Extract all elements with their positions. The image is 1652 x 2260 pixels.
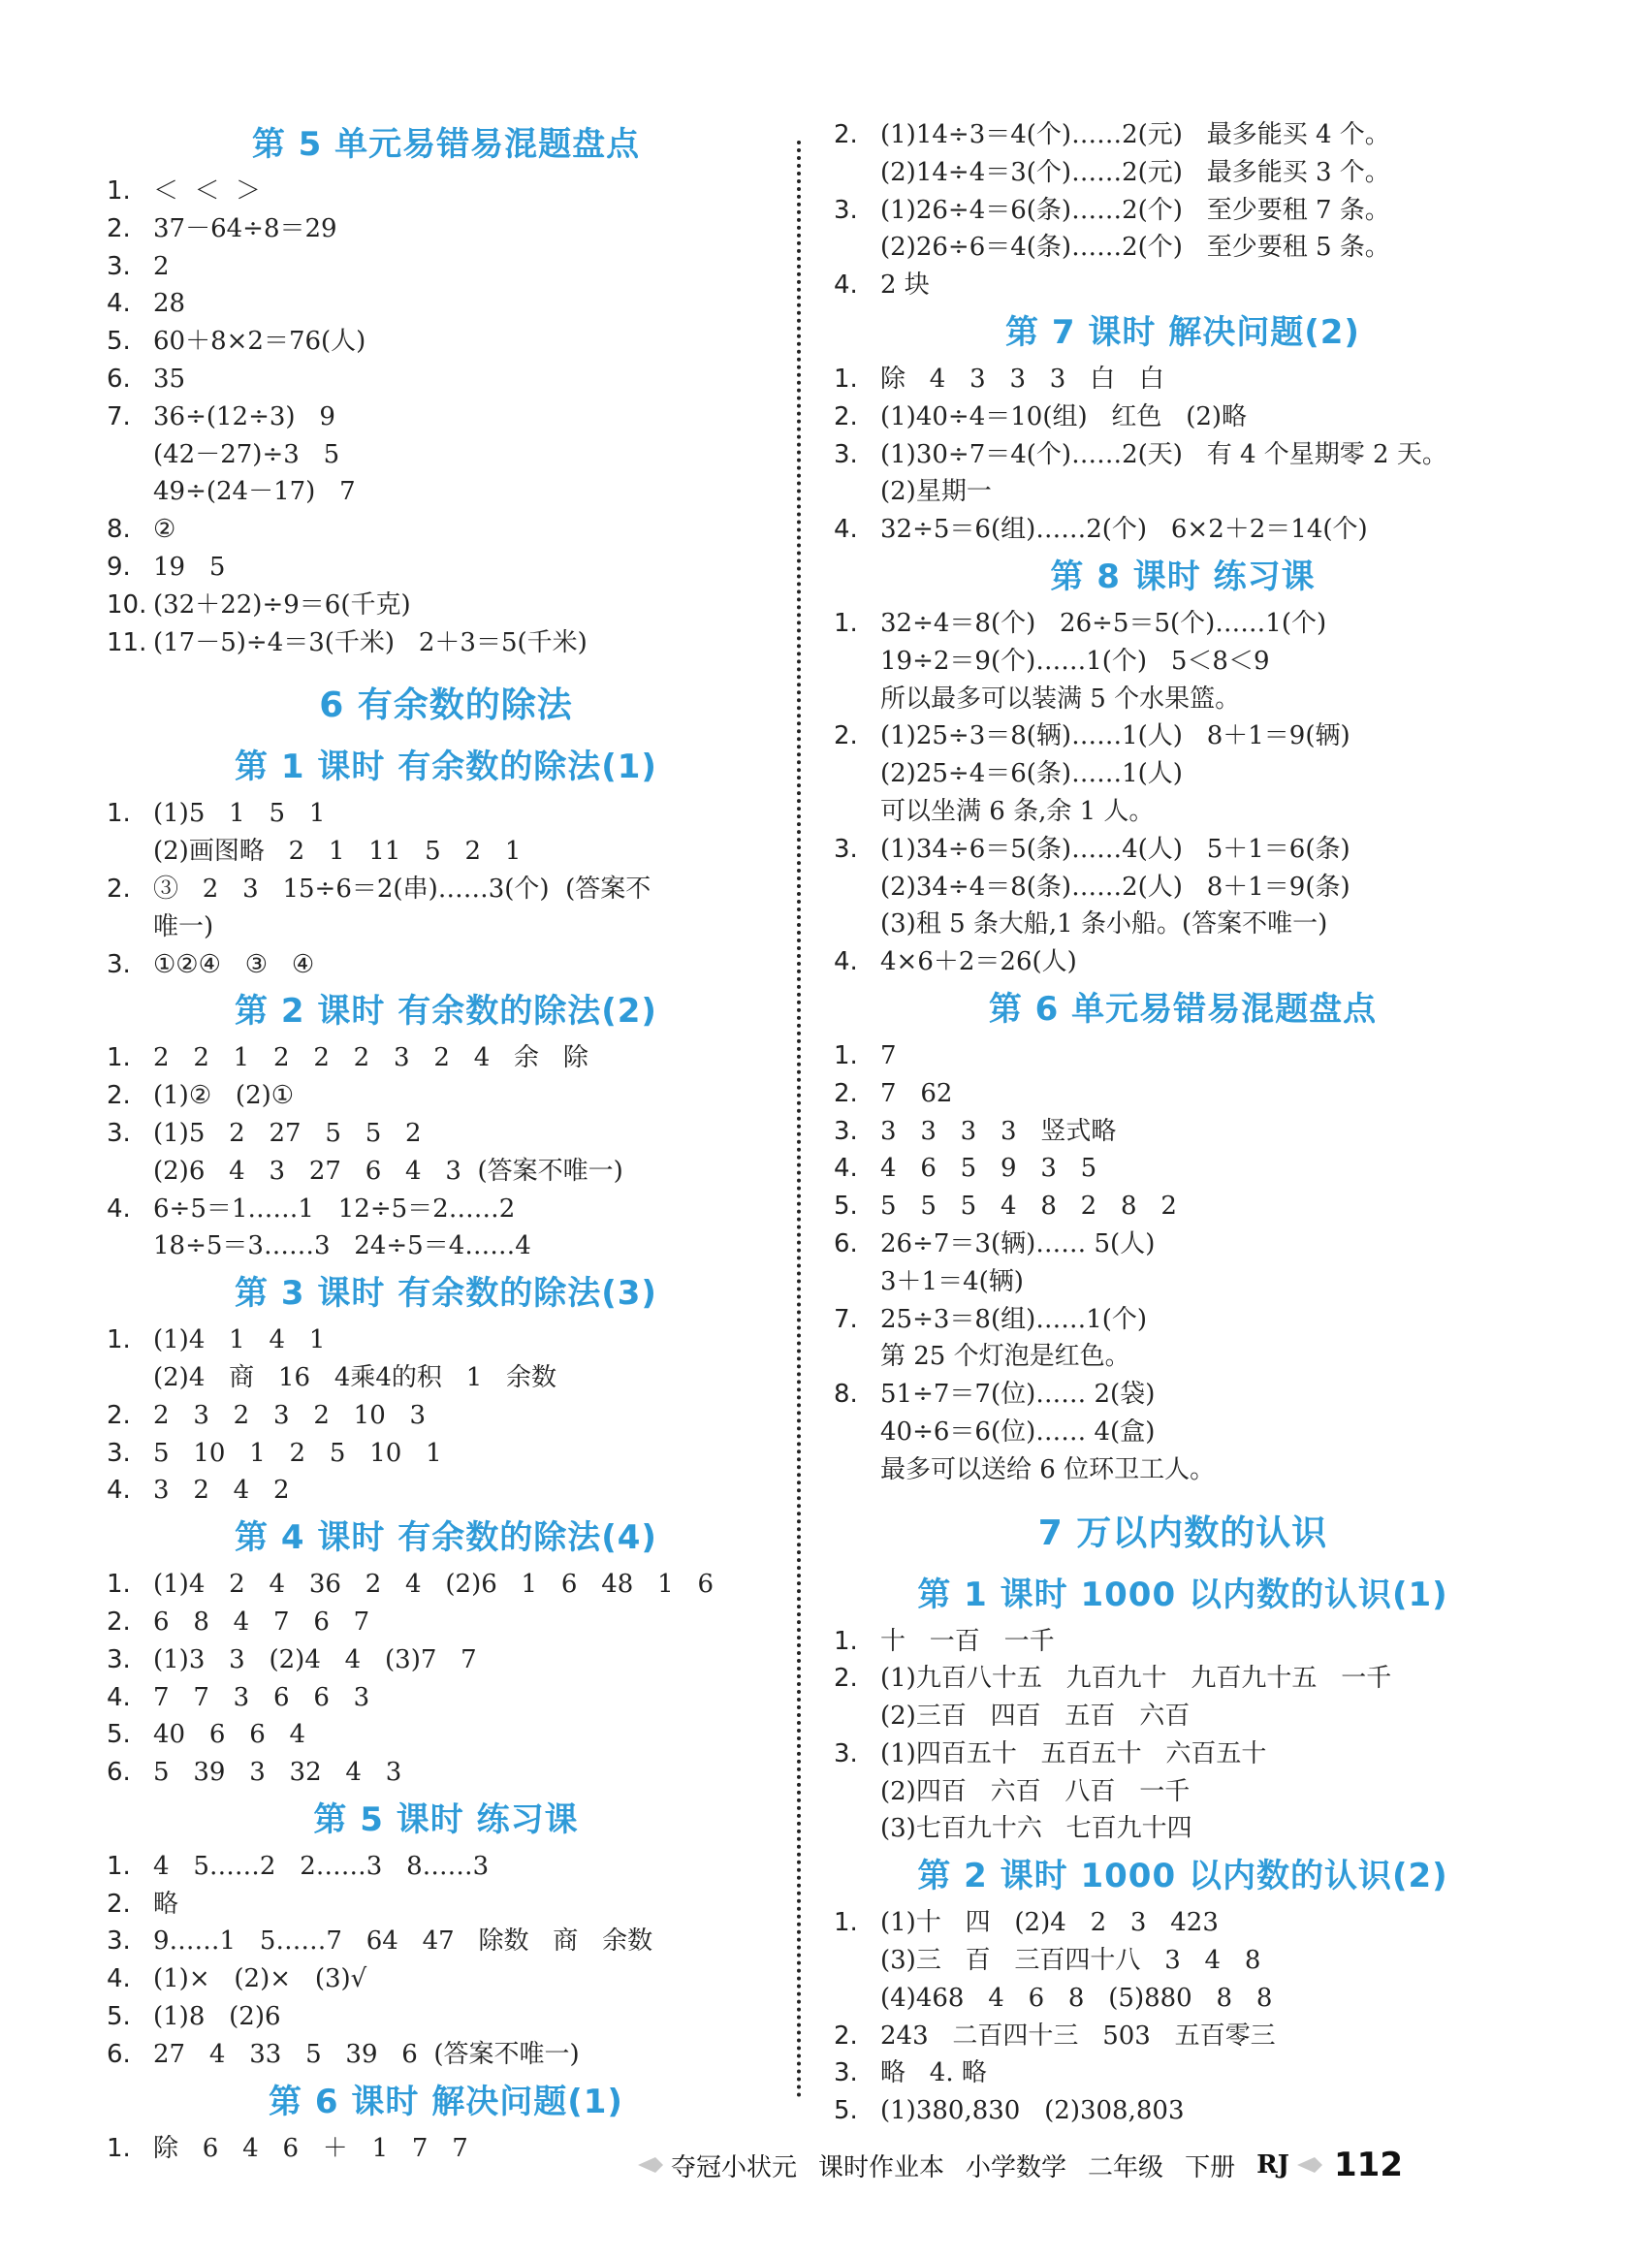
answer-line — [107, 1397, 785, 1435]
answer-text: 5 39 3 32 4 3 — [153, 1758, 402, 1788]
answer-line — [107, 2036, 785, 2074]
question-number: 3. — [834, 834, 858, 864]
chapter-title: 7 万以内数的认识 — [1037, 1512, 1328, 1553]
question-number: 1. — [107, 1043, 131, 1073]
question-number: 2. — [107, 1400, 131, 1430]
answer-line — [834, 1263, 1532, 1301]
question-number: 3. — [107, 1644, 131, 1674]
question-number: 1. — [107, 176, 131, 206]
answer-text: 60＋8×2＝76(人) — [153, 327, 366, 357]
question-number: 5. — [834, 2096, 858, 2126]
answer-text: (2)34÷4＝8(条)……2(人) 8＋1＝9(条) — [880, 872, 1350, 902]
answer-text: 3＋1＝4(辆) — [880, 1266, 1024, 1296]
question-number: 1. — [107, 1325, 131, 1355]
answer-line — [834, 1037, 1532, 1075]
answer-line — [834, 643, 1532, 681]
answer-text: 5 5 5 4 8 2 8 2 — [880, 1192, 1177, 1222]
question-number: 1. — [107, 1851, 131, 1881]
answer-text: (32＋22)÷9＝6(千克) — [153, 589, 411, 620]
answer-line — [834, 361, 1532, 398]
question-number: 3. — [834, 439, 858, 469]
answer-line — [834, 869, 1532, 907]
answer-line — [107, 323, 785, 361]
question-number: 2. — [107, 1607, 131, 1637]
answer-text: 9……1 5……7 64 47 除数 商 余数 — [153, 1926, 653, 1957]
answer-line — [107, 1039, 785, 1077]
section-heading: 第 4 课时 有余数的除法(4) — [235, 1518, 657, 1558]
answer-line — [834, 1075, 1532, 1113]
answer-text: ①②④ ③ ④ — [153, 949, 315, 979]
question-number: 8. — [834, 1380, 858, 1410]
answer-text: 32÷5＝6(组)……2(个) 6×2＋2＝14(个) — [880, 515, 1368, 545]
question-number: 6. — [107, 2039, 131, 2069]
answer-text: 除 6 4 6 ＋ 1 7 7 — [153, 2133, 468, 2163]
answer-text: (1)380,830 (2)308,803 — [880, 2096, 1185, 2126]
question-number: 1. — [834, 1908, 858, 1938]
answer-line — [834, 398, 1532, 436]
answer-line — [107, 1641, 785, 1679]
answer-text: (1)四百五十 五百五十 六百五十 — [880, 1738, 1267, 1768]
question-number: 10. — [107, 589, 147, 620]
page-number: 112 — [1334, 2146, 1403, 2184]
answer-text: (2)4 商 16 4乘4的积 1 余数 — [153, 1362, 557, 1392]
question-number: 4. — [107, 1682, 131, 1712]
left-column — [107, 116, 785, 2167]
question-number: 1. — [107, 2133, 131, 2163]
answer-text: 最多可以送给 6 位环卫工人。 — [880, 1454, 1216, 1484]
answer-text: 所以最多可以装满 5 个水果篮。 — [880, 684, 1241, 714]
question-number: 1. — [107, 1570, 131, 1600]
answer-line — [834, 229, 1532, 267]
question-number: 3. — [834, 1738, 858, 1768]
question-number: 8. — [107, 515, 131, 545]
answer-text: 4×6＋2＝26(人) — [880, 947, 1077, 977]
answer-line — [834, 473, 1532, 511]
answer-text: 2 3 2 3 2 10 3 — [153, 1400, 427, 1430]
answer-text: 6 8 4 7 6 7 — [153, 1607, 370, 1637]
question-number: 5. — [107, 2002, 131, 2032]
answer-text: (1)十 四 (2)4 2 3 423 — [880, 1908, 1219, 1938]
section-heading: 第 7 课时 解决问题(2) — [1005, 312, 1360, 352]
answer-line — [107, 361, 785, 398]
answer-line — [834, 1904, 1532, 1942]
answer-text: (1)5 1 5 1 — [153, 799, 326, 829]
answer-text: 19 5 — [153, 552, 226, 582]
answer-line — [834, 192, 1532, 230]
answer-text: 28 — [153, 289, 186, 319]
answer-line — [107, 1848, 785, 1886]
answer-text: (1)14÷3＝4(个)……2(元) 最多能买 4 个。 — [880, 120, 1390, 149]
answer-text: 略 — [153, 1889, 179, 1919]
footer-volume: 下册 — [1185, 2152, 1236, 2182]
answer-text: 4 5……2 2……3 8……3 — [153, 1851, 490, 1881]
question-number: 1. — [834, 1626, 858, 1656]
answer-line — [107, 248, 785, 286]
answer-text: (1)× (2)× (3)√ — [153, 1964, 367, 1994]
answer-line — [834, 1376, 1532, 1414]
answer-text: (1)30÷7＝4(个)……2(天) 有 4 个星期零 2 天。 — [880, 439, 1447, 469]
answer-text: (17－5)÷4＝3(千米) 2＋3＝5(千米) — [153, 627, 588, 657]
answer-line — [107, 1998, 785, 2036]
question-number: 3. — [834, 1116, 858, 1146]
section-heading: 第 2 课时 有余数的除法(2) — [235, 992, 657, 1032]
answer-text: 35 — [153, 364, 186, 394]
answer-text: 3 3 3 3 竖式略 — [880, 1116, 1117, 1146]
answer-text: 7 62 — [880, 1078, 953, 1108]
answer-text: (2)三百 四百 五百 六百 — [880, 1702, 1191, 1732]
answer-line — [107, 1886, 785, 1924]
answer-text: (2)26÷6＝4(条)……2(个) 至少要租 5 条。 — [880, 233, 1390, 263]
answer-text: 2 2 1 2 2 2 3 2 4 余 除 — [153, 1043, 588, 1073]
answer-line — [834, 436, 1532, 474]
answer-text: (3)七百九十六 七百九十四 — [880, 1814, 1192, 1844]
question-number: 2. — [107, 874, 131, 904]
answer-line — [107, 1679, 785, 1717]
answer-text: ＜ ＜ ＞ — [153, 176, 262, 206]
answer-text: (1)② (2)① — [153, 1081, 295, 1111]
answer-text: (1)九百八十五 九百九十 九百九十五 一千 — [880, 1664, 1392, 1694]
answer-text: (1)34÷6＝5(条)……4(人) 5＋1＝6(条) — [880, 834, 1350, 864]
answer-text: (1)8 (2)6 — [153, 2002, 281, 2032]
answer-text: 18÷5＝3……3 24÷5＝4……4 — [153, 1231, 531, 1261]
answer-text: ③ 2 3 15÷6＝2(串)……3(个) (答案不 — [153, 874, 651, 904]
answer-line — [107, 1923, 785, 1960]
question-number: 6. — [834, 1228, 858, 1258]
question-number: 6. — [107, 1758, 131, 1788]
question-number: 3. — [107, 949, 131, 979]
answer-line — [834, 717, 1532, 755]
question-number: 9. — [107, 552, 131, 582]
answer-text: 19÷2＝9(个)……1(个) 5＜8＜9 — [880, 646, 1270, 676]
question-number: 1. — [834, 608, 858, 638]
answer-text: 第 25 个灯泡是红色。 — [880, 1342, 1130, 1372]
answer-line — [107, 436, 785, 474]
answer-line — [834, 1980, 1532, 2018]
answer-line — [107, 473, 785, 511]
question-number: 3. — [107, 1926, 131, 1957]
answer-line — [107, 946, 785, 984]
answer-line — [107, 908, 785, 946]
answer-line — [107, 285, 785, 323]
question-number: 4. — [107, 289, 131, 319]
answer-line — [834, 943, 1532, 981]
question-number: 4. — [834, 947, 858, 977]
answer-line — [834, 1810, 1532, 1848]
section-heading: 第 3 课时 有余数的除法(3) — [235, 1274, 657, 1314]
answer-line — [834, 1942, 1532, 1980]
question-number: 2. — [834, 120, 858, 149]
question-number: 4. — [107, 1964, 131, 1994]
answer-text: (4)468 4 6 8 (5)880 8 8 — [880, 1983, 1273, 2013]
answer-text: 36÷(12÷3) 9 — [153, 401, 335, 431]
answer-line — [107, 1566, 785, 1604]
footer-book: 课时作业本 — [818, 2152, 945, 2182]
answer-line — [107, 871, 785, 908]
answer-text: 51÷7＝7(位)…… 2(袋) — [880, 1380, 1156, 1410]
chapter-title: 6 有余数的除法 — [319, 685, 573, 726]
answer-text: 除 4 3 3 3 白 白 — [880, 364, 1164, 394]
answer-line — [107, 1604, 785, 1641]
answer-text: 2 — [153, 251, 170, 281]
answer-text: 可以坐满 6 条,余 1 人。 — [880, 796, 1155, 826]
answer-line — [834, 681, 1532, 718]
answer-line — [107, 210, 785, 248]
answer-line — [107, 587, 785, 624]
footer-brand: 夺冠小状元 — [671, 2152, 798, 2182]
answer-line — [834, 755, 1532, 793]
answer-text: (2)画图略 2 1 11 5 2 1 — [153, 837, 522, 867]
answer-text: (2)6 4 3 27 6 4 3 (答案不唯一) — [153, 1156, 623, 1186]
answer-line — [107, 1754, 785, 1792]
section-heading: 第 5 课时 练习课 — [313, 1799, 579, 1839]
answer-line — [107, 1115, 785, 1153]
answer-text: (42－27)÷3 5 — [153, 439, 340, 469]
answer-text: 4 6 5 9 3 5 — [880, 1154, 1097, 1184]
answer-line — [107, 549, 785, 587]
answer-line — [107, 1227, 785, 1265]
answer-line — [834, 2054, 1532, 2092]
answer-line — [107, 624, 785, 662]
answer-line — [834, 267, 1532, 304]
answer-text: (1)5 2 27 5 5 2 — [153, 1118, 422, 1148]
question-number: 5. — [107, 327, 131, 357]
answer-text: (2)14÷4＝3(个)……2(元) 最多能买 3 个。 — [880, 157, 1390, 187]
question-number: 2. — [107, 1081, 131, 1111]
answer-line — [834, 605, 1532, 643]
question-number: 5. — [107, 1720, 131, 1750]
answer-line — [107, 1359, 785, 1397]
answer-line — [834, 793, 1532, 831]
footer-grade: 二年级 — [1088, 2152, 1164, 2182]
answer-line — [107, 1472, 785, 1510]
question-number: 2. — [834, 721, 858, 751]
answer-line — [834, 2018, 1532, 2055]
question-number: 4. — [834, 271, 858, 301]
section-heading: 第 5 单元易错易混题盘点 — [251, 125, 641, 164]
answer-line — [834, 116, 1532, 154]
question-number: 4. — [107, 1476, 131, 1506]
answer-line — [107, 1153, 785, 1191]
answer-text: (2)四百 六百 八百 一千 — [880, 1776, 1191, 1806]
question-number: 2. — [834, 1664, 858, 1694]
answer-text: 37－64÷8＝29 — [153, 213, 337, 243]
question-number: 4. — [834, 1154, 858, 1184]
question-number: 7. — [107, 401, 131, 431]
right-column — [834, 116, 1532, 2130]
answer-text: 27 4 33 5 39 6 (答案不唯一) — [153, 2039, 580, 2069]
arrow-icon — [636, 2154, 665, 2176]
answer-line — [107, 795, 785, 833]
answer-line — [834, 1773, 1532, 1811]
section-heading: 第 6 单元易错易混题盘点 — [988, 989, 1378, 1029]
answer-line — [834, 1698, 1532, 1735]
answer-text: 6÷5＝1……1 12÷5＝2……2 — [153, 1194, 516, 1224]
answer-text: 5 10 1 2 5 10 1 — [153, 1438, 442, 1468]
answer-line — [107, 1191, 785, 1228]
footer-subject: 小学数学 — [966, 2152, 1067, 2182]
arrow-icon — [1295, 2154, 1324, 2176]
answer-text: (3)租 5 条大船,1 条小船。(答案不唯一) — [880, 909, 1328, 939]
section-heading: 第 1 课时 1000 以内数的认识(1) — [917, 1575, 1448, 1614]
answer-text: 49÷(24－17) 7 — [153, 477, 356, 507]
answer-text: 唯一) — [153, 911, 214, 941]
question-number: 1. — [834, 1040, 858, 1070]
answer-text: 7 — [880, 1040, 897, 1070]
answer-line — [834, 1188, 1532, 1225]
answer-line — [107, 1716, 785, 1754]
page-footer — [630, 2141, 1403, 2189]
section-heading: 第 8 课时 练习课 — [1050, 557, 1316, 596]
answer-text: 26÷7＝3(辆)…… 5(人) — [880, 1228, 1156, 1258]
answer-text: (1)40÷4＝10(组) 红色 (2)略 — [880, 401, 1248, 431]
answer-line — [107, 398, 785, 436]
answer-line — [107, 1435, 785, 1473]
answer-line — [107, 1077, 785, 1115]
answer-line — [834, 1113, 1532, 1151]
answer-line — [834, 831, 1532, 869]
question-number: 2. — [834, 2021, 858, 2051]
answer-text: 3 2 4 2 — [153, 1476, 290, 1506]
answer-text: 7 7 3 6 6 3 — [153, 1682, 370, 1712]
answer-text: (1)26÷4＝6(条)……2(个) 至少要租 7 条。 — [880, 195, 1390, 225]
answer-text: 十 一百 一千 — [880, 1626, 1055, 1656]
answer-text: 略 4. 略 — [880, 2058, 987, 2088]
section-heading: 第 6 课时 解决问题(1) — [269, 2082, 623, 2121]
answer-line — [107, 1960, 785, 1998]
answer-line — [834, 1338, 1532, 1376]
question-number: 3. — [834, 195, 858, 225]
question-number: 1. — [834, 364, 858, 394]
question-number: 3. — [834, 2058, 858, 2088]
answer-line — [834, 906, 1532, 943]
answer-text: ② — [153, 515, 176, 545]
answer-text: 32÷4＝8(个) 26÷5＝5(个)……1(个) — [880, 608, 1327, 638]
answer-line — [834, 1735, 1532, 1773]
question-number: 2. — [834, 401, 858, 431]
question-number: 3. — [107, 251, 131, 281]
question-number: 3. — [107, 1438, 131, 1468]
column-divider — [797, 141, 801, 2099]
answer-line — [834, 1660, 1532, 1698]
answer-text: (1)4 1 4 1 — [153, 1325, 326, 1355]
answer-text: (1)4 2 4 36 2 4 (2)6 1 6 48 1 6 — [153, 1570, 714, 1600]
answer-line — [834, 1225, 1532, 1263]
answer-text: (2)25÷4＝6(条)……1(人) — [880, 759, 1183, 789]
answer-text: (1)3 3 (2)4 4 (3)7 7 — [153, 1644, 477, 1674]
question-number: 4. — [834, 515, 858, 545]
answer-text: (2)星期一 — [880, 477, 992, 507]
answer-text: 40÷6＝6(位)…… 4(盒) — [880, 1416, 1156, 1447]
footer-edition: RJ — [1256, 2150, 1289, 2180]
answer-line — [834, 2092, 1532, 2130]
answer-line — [834, 511, 1532, 549]
answer-text: 25÷3＝8(组)……1(个) — [880, 1304, 1148, 1334]
answer-text: (3)三 百 三百四十八 3 4 8 — [880, 1946, 1261, 1976]
question-number: 3. — [107, 1118, 131, 1148]
answer-line — [834, 1623, 1532, 1661]
answer-line — [107, 833, 785, 871]
answer-line — [834, 1301, 1532, 1339]
answer-text: 40 6 6 4 — [153, 1720, 306, 1750]
question-number: 1. — [107, 799, 131, 829]
answer-line — [834, 154, 1532, 192]
section-heading: 第 2 课时 1000 以内数的认识(2) — [917, 1857, 1448, 1896]
question-number: 11. — [107, 627, 147, 657]
question-number: 6. — [107, 364, 131, 394]
answer-line — [107, 173, 785, 210]
answer-line — [107, 511, 785, 549]
answer-line — [834, 1150, 1532, 1188]
question-number: 4. — [107, 1194, 131, 1224]
question-number: 2. — [107, 1889, 131, 1919]
answer-line — [834, 1451, 1532, 1489]
answer-text: (1)25÷3＝8(辆)……1(人) 8＋1＝9(辆) — [880, 721, 1350, 751]
section-heading: 第 1 课时 有余数的除法(1) — [235, 748, 657, 787]
answer-line — [834, 1414, 1532, 1451]
answer-text: 243 二百四十三 503 五百零三 — [880, 2021, 1276, 2051]
question-number: 5. — [834, 1192, 858, 1222]
question-number: 2. — [834, 1078, 858, 1108]
answer-text: 2 块 — [880, 271, 930, 301]
answer-line — [107, 1321, 785, 1359]
question-number: 7. — [834, 1304, 858, 1334]
question-number: 2. — [107, 213, 131, 243]
